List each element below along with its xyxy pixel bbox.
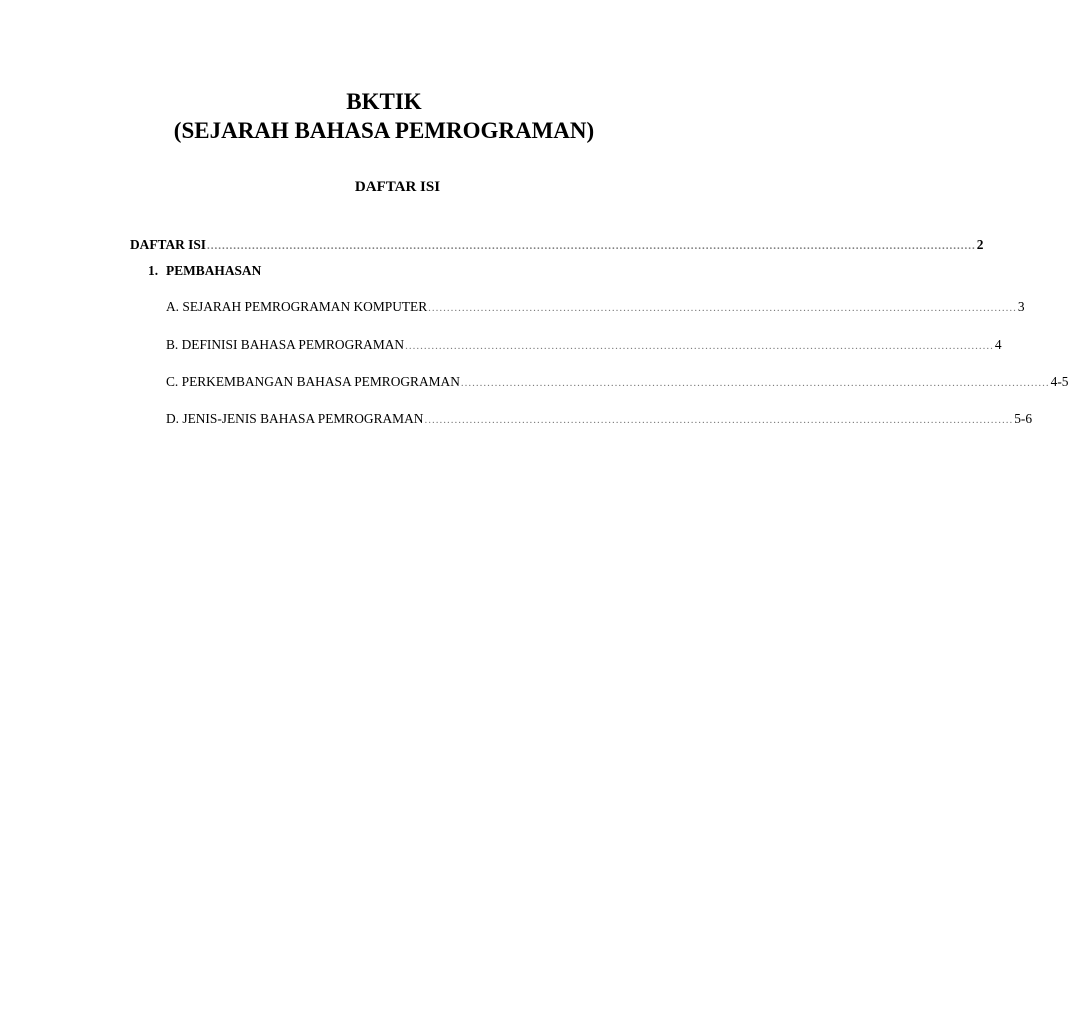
document-title: BKTIK — [346, 89, 422, 114]
document-subtitle: (SEJARAH BAHASA PEMROGRAMAN) — [173, 118, 595, 143]
toc-entry-page: 4-5 — [1050, 374, 1069, 389]
toc-entry-a[interactable] — [166, 298, 1025, 317]
toc-heading: DAFTAR ISI — [354, 179, 441, 195]
toc-leader-dots: ............................................................................................................................................................................................................. — [207, 240, 976, 252]
toc-entry-daftar-isi[interactable] — [130, 236, 984, 255]
toc-entry-page: 4 — [994, 337, 1002, 352]
toc-leader-dots: ............................................................................................................................................................. — [424, 414, 1014, 426]
toc-section-label: PEMBAHASAN — [166, 263, 262, 278]
toc-entry-page: 2 — [976, 237, 984, 252]
toc-leader-dots: ............................................................................................................................................................. — [405, 340, 994, 352]
toc-entry-b[interactable] — [166, 336, 1002, 355]
toc-section-number: 1. — [148, 263, 159, 278]
toc-entry-label: A. SEJARAH PEMROGRAMAN KOMPUTER — [166, 299, 428, 314]
toc-entry-c[interactable] — [166, 373, 1069, 392]
toc-entry-label: D. JENIS-JENIS BAHASA PEMROGRAMAN — [166, 411, 424, 426]
toc-entry-label: B. DEFINISI BAHASA PEMROGRAMAN — [166, 337, 405, 352]
toc-entry-d[interactable] — [166, 410, 1033, 429]
toc-leader-dots: ............................................................................................................................................................. — [460, 377, 1050, 389]
toc-entry-label: DAFTAR ISI — [130, 237, 207, 252]
toc-entry-page: 5-6 — [1014, 411, 1033, 426]
toc-entry-label: C. PERKEMBANGAN BAHASA PEMROGRAMAN — [166, 374, 460, 389]
toc-entry-page: 3 — [1017, 299, 1025, 314]
toc-leader-dots: ............................................................................................................................................................. — [428, 302, 1017, 314]
toc-section-heading[interactable] — [148, 262, 261, 280]
